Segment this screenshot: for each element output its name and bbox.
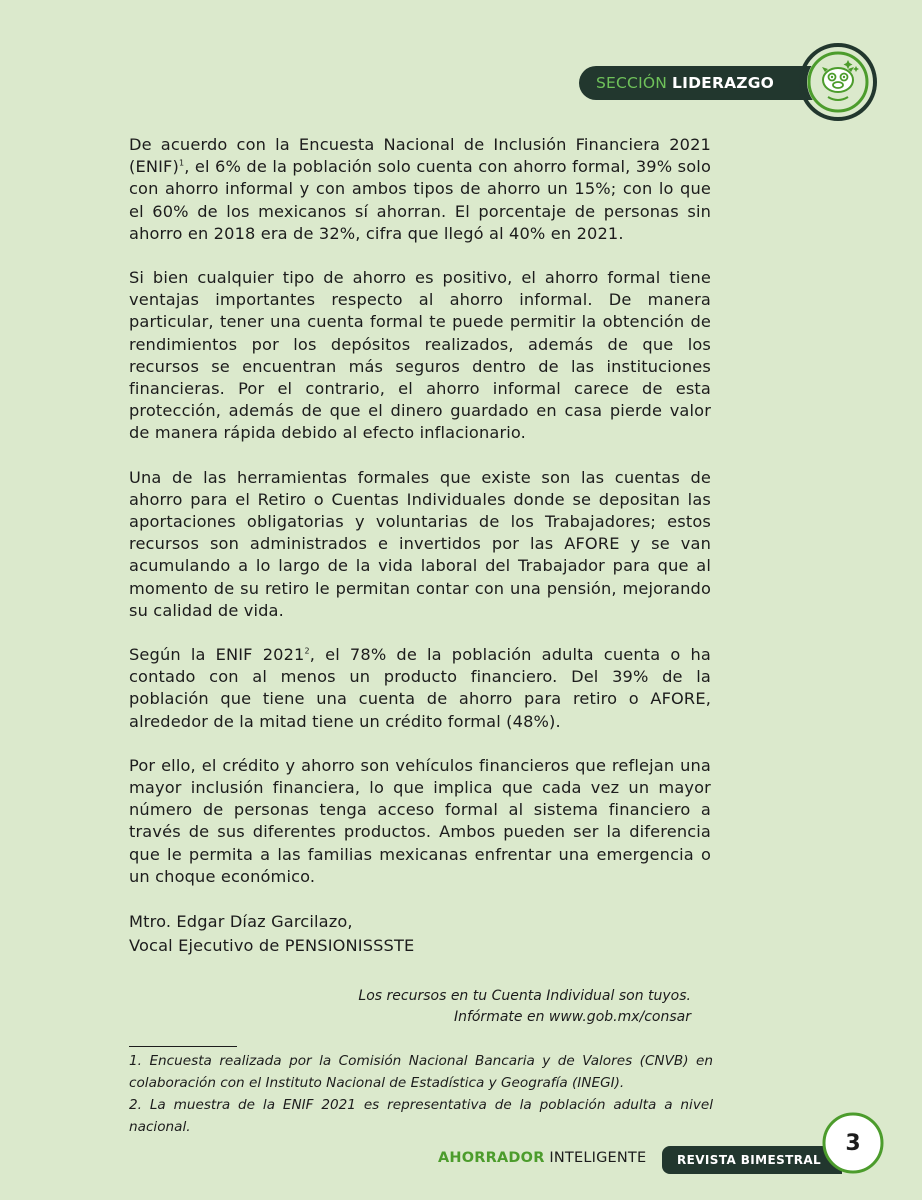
footnote-1: 1. Encuesta realizada por la Comisión Nacional Bancaria y de Valores (CNVB) en colaboración con el Instituto Nacional de Estadística y Geografía (INEGI). — [129, 1053, 713, 1091]
footnote-ref-1: 1 — [178, 158, 185, 168]
signature-name: Mtro. Edgar Díaz Garcilazo, — [129, 912, 353, 932]
tagline-line-1: Los recursos en tu Cuenta Individual son tuyos. — [358, 988, 691, 1004]
paragraph-1-start: De acuerdo con la Encuesta Nacional de Inclusión Financiera 2021 (ENIF) — [129, 135, 711, 177]
tagline-line-2: Infórmate en www.gob.mx/consar — [453, 1009, 691, 1025]
paragraph-1 — [129, 134, 711, 245]
paragraph-4 — [129, 644, 711, 733]
page-number: 3 — [845, 1130, 861, 1156]
brand-bold: AHORRADOR — [438, 1150, 545, 1166]
paragraph-4-end: , el 78% de la población adulta cuenta o ha contado con al menos un producto financiero. Del 39% de la población que tiene una cuenta de ahorro para retiro o AFORE, alrededor de la mitad tiene un crédito formal (48%). — [129, 645, 711, 731]
article-body — [129, 134, 711, 958]
paragraph-1-end: , el 6% de la población solo cuenta con ahorro formal, 39% solo con ahorro informal y con ambos tipos de ahorro un 15%; con lo que el 60% de los mexicanos sí ahorran. El porcentaje de personas sin ahorro en 2018 era de 32%, cifra que llegó al 40% en 2021. — [129, 157, 711, 243]
paragraph-3: Una de las herramientas formales que existe son las cuentas de ahorro para el Retiro o Cuentas Individuales donde se depositan las aportaciones obligatorias y voluntarias de los Trabajadores; estos recursos son administrados e invertidos por las AFORE y se van acumulando a lo largo de la vida laboral del Trabajador para que al momento de su retiro le permitan contar con una pensión, mejorando su calidad de vida. — [129, 467, 711, 620]
footnote-ref-2: 2 — [304, 646, 310, 656]
section-label-prefix: SECCIÓN — [596, 74, 668, 92]
brand-regular: INTELIGENTE — [549, 1150, 647, 1166]
footnotes — [129, 1050, 713, 1138]
signature-role: Vocal Ejecutivo de PENSIONISSSTE — [129, 936, 415, 956]
paragraph-5: Por ello, el crédito y ahorro son vehículos financieros que reflejan una mayor inclusión financiera, lo que implica que cada vez un mayor número de personas tenga acceso formal al sistema financiero a través de sus diferentes productos. Ambos pueden ser la diferencia que le permita a las familias mexicanas enfrentar una emergencia o un choque económico. — [129, 755, 711, 886]
section-label-name: LIDERAZGO — [672, 74, 775, 92]
footnote-2: 2. La muestra de la ENIF 2021 es representativa de la población adulta a nivel nacional. — [129, 1097, 713, 1135]
magazine-frequency: REVISTA BIMESTRAL — [662, 1146, 842, 1174]
signature — [129, 910, 711, 958]
paragraph-4-start: Según la ENIF 2021 — [129, 645, 305, 665]
footnote-divider — [129, 1046, 237, 1047]
piggy-bank-mascot-icon — [798, 42, 878, 122]
paragraph-2: Si bien cualquier tipo de ahorro es positivo, el ahorro formal tiene ventajas importantes respecto al ahorro informal. De manera particular, tener una cuenta formal te puede permitir la obtención de rendimientos por los depósitos realizados, además de que los recursos se encuentran más seguros dentro de las instituciones financieras. Por el contrario, el ahorro informal carece de esta protección, además de que el dinero guardado en casa pierde valor de manera rápida debido al efecto inflacionario. — [129, 268, 711, 443]
magazine-brand — [438, 1150, 646, 1166]
tagline — [300, 986, 691, 1028]
